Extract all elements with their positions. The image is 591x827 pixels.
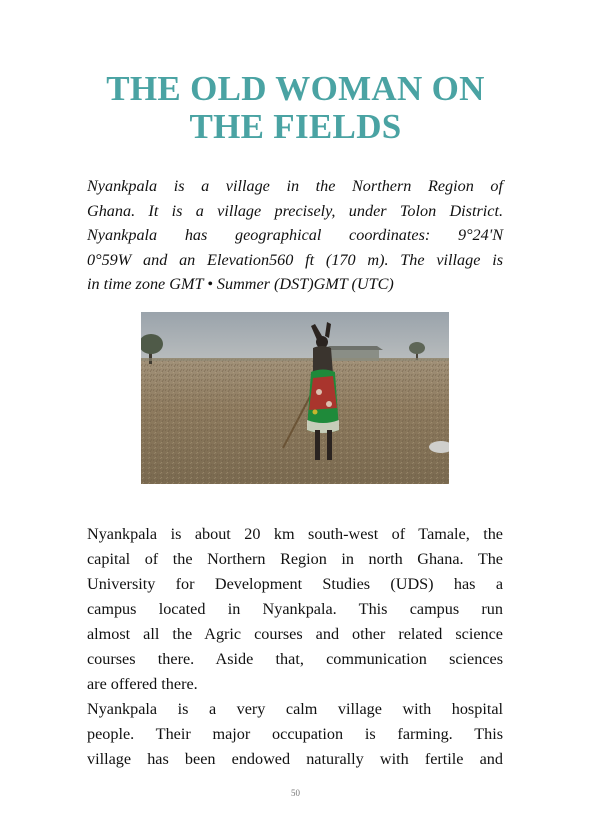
body-line: are offered there. <box>87 675 198 693</box>
chapter-title-line-2: THE FIELDS <box>189 107 402 146</box>
chapter-title <box>60 70 531 146</box>
body-line: almost all the Agric courses and other related science <box>87 625 503 643</box>
sky <box>141 312 449 360</box>
body-line: people. Their major occupation is farming. This <box>87 725 503 743</box>
body-line: capital of the Northern Region in north Ghana. The <box>87 550 503 568</box>
field-texture <box>141 358 449 484</box>
body-line: courses there. Aside that, communication sciences <box>87 650 503 668</box>
body-line: village has been endowed naturally with fertile and <box>87 750 503 768</box>
body-line: campus located in Nyankpala. This campus run <box>87 600 503 618</box>
intro-line: Nyankpala is a village in the Northern Region of <box>87 177 503 195</box>
intro-paragraph <box>87 174 503 297</box>
intro-line: in time zone GMT • Summer (DST)GMT (UTC) <box>87 275 394 294</box>
intro-line: Ghana. It is a village precisely, under Tolon District. <box>87 201 503 220</box>
body-line: Nyankpala is a very calm village with hospital <box>87 700 503 718</box>
body-line: University for Development Studies (UDS) has a <box>87 575 503 593</box>
page-number: 50 <box>291 788 300 798</box>
intro-line: Nyankpala has geographical coordinates: 9°24'N <box>87 226 503 245</box>
body-line: Nyankpala is about 20 km south-west of Tamale, the <box>87 525 503 543</box>
intro-line: 0°59W and an Elevation560 ft (170 m). The village is <box>87 250 503 269</box>
chapter-title-line-1: THE OLD WOMAN ON <box>106 69 485 108</box>
body-paragraph <box>87 522 503 772</box>
field-photo <box>141 312 449 484</box>
